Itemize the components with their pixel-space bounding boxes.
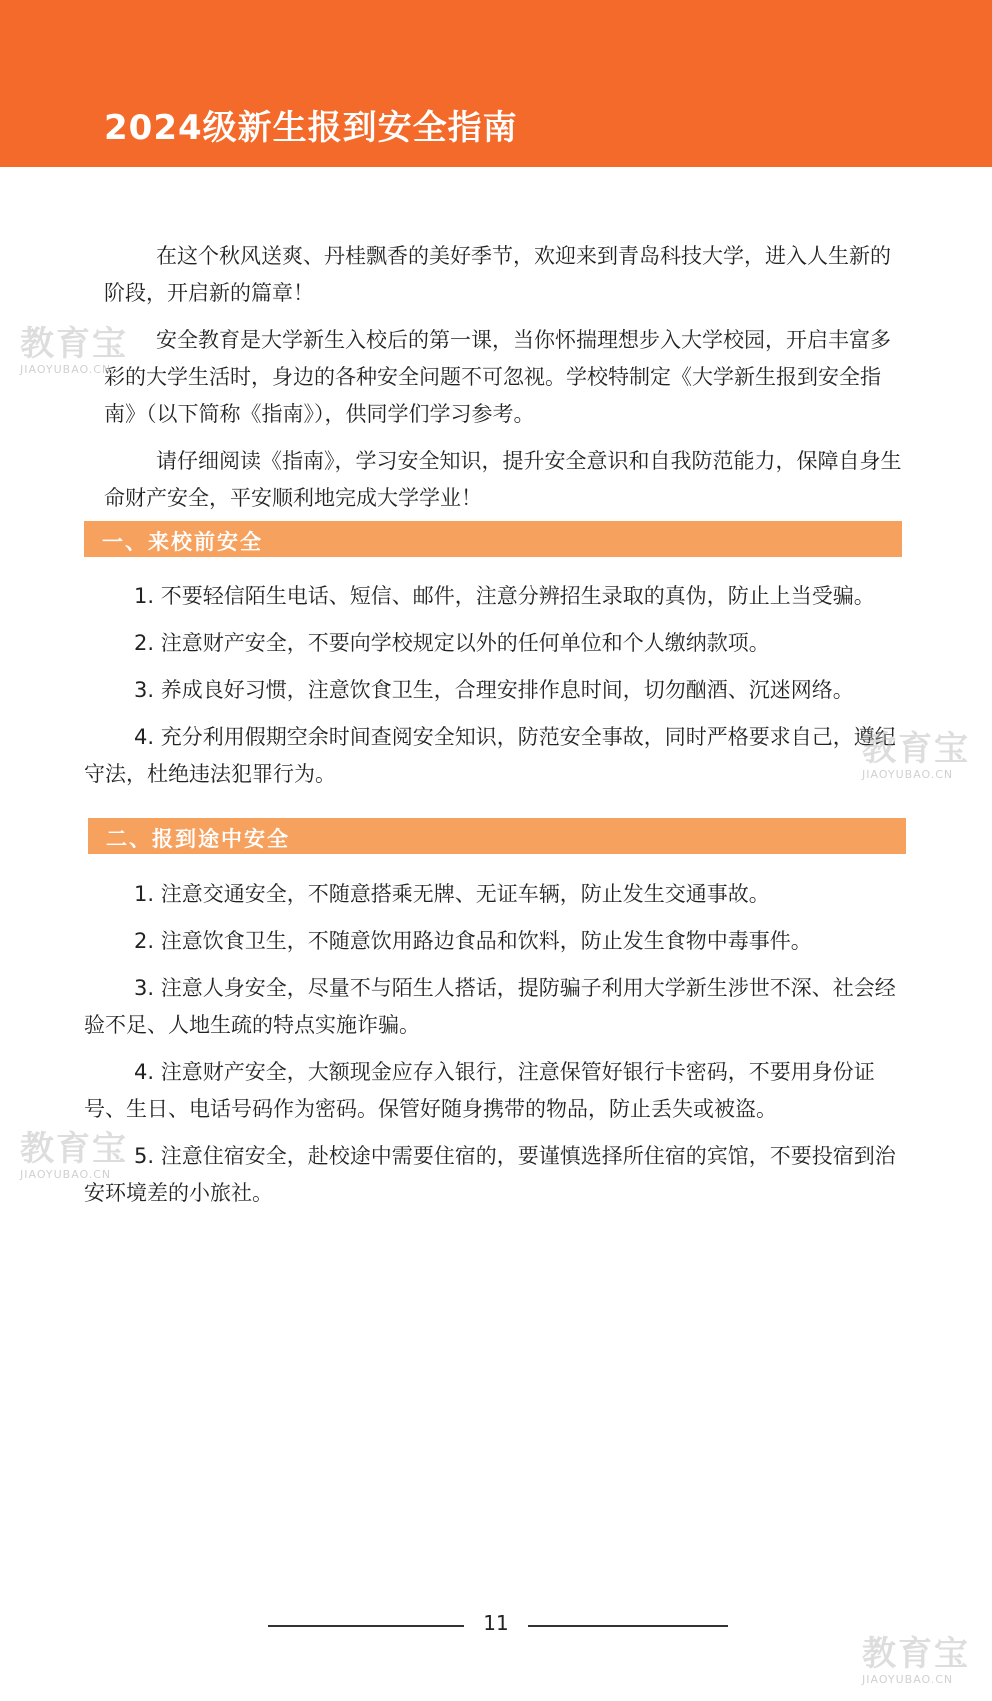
page-title: 2024级新生报到安全指南 [104,108,518,148]
intro-section [104,238,904,527]
watermark-logo [862,1635,972,1691]
section-header-on-the-way [88,818,906,854]
list-item: 3. 注意人身安全，尽量不与陌生人搭话，提防骗子利用大学新生涉世不深、社会经验不足、人地生疏的特点实施诈骗。 [84,976,896,1037]
section-title: 一、来校前安全 [102,530,263,554]
watermark-logo [20,1130,130,1186]
section-items-before-school [84,578,914,803]
list-item: 1. 注意交通安全，不随意搭乘无牌、无证车辆，防止发生交通事故。 [134,882,770,906]
watermark-en: JIAOYUBAO.CN [862,768,954,781]
list-item: 4. 充分利用假期空余时间查阅安全知识，防范安全事故，同时严格要求自己，遵纪守法，杜绝违法犯罪行为。 [84,725,896,786]
watermark-en: JIAOYUBAO.CN [862,1673,954,1686]
list-item: 5. 注意住宿安全，赴校途中需要住宿的，要谨慎选择所住宿的宾馆，不要投宿到治安环境差的小旅社。 [84,1144,896,1205]
watermark-cn: 教育宝 [20,324,128,364]
list-item: 2. 注意饮食卫生，不随意饮用路边食品和饮料，防止发生食物中毒事件。 [134,929,812,953]
watermark-cn: 教育宝 [862,729,970,769]
intro-paragraph: 请仔细阅读《指南》，学习安全知识，提升安全意识和自我防范能力，保障自身生命财产安全，平安顺利地完成大学学业！ [104,449,902,510]
page-number: 11 [483,1611,509,1635]
watermark-en: JIAOYUBAO.CN [20,363,112,376]
list-item: 2. 注意财产安全，不要向学校规定以外的任何单位和个人缴纳款项。 [134,631,770,655]
footer-rule-right [528,1625,728,1627]
intro-paragraph: 在这个秋风送爽、丹桂飘香的美好季节，欢迎来到青岛科技大学，进入人生新的阶段，开启新的篇章！ [104,244,891,305]
section-title: 二、报到途中安全 [106,827,290,851]
section-header-before-school [84,521,902,557]
intro-paragraph: 安全教育是大学新生入校后的第一课，当你怀揣理想步入大学校园，开启丰富多彩的大学生活时，身边的各种安全问题不可忽视。学校特制定《大学新生报到安全指南》（以下简称《指南》），供同学们学习参考。 [104,328,891,426]
footer-rule-left [268,1625,464,1627]
list-item: 4. 注意财产安全，大额现金应存入银行，注意保管好银行卡密码，不要用身份证号、生日、电话号码作为密码。保管好随身携带的物品，防止丢失或被盗。 [84,1060,875,1121]
list-item: 3. 养成良好习惯，注意饮食卫生，合理安排作息时间，切勿酗酒、沉迷网络。 [134,678,854,702]
watermark-cn: 教育宝 [20,1129,128,1169]
watermark-logo [862,730,972,786]
section-items-on-the-way [84,876,914,1222]
watermark-logo [20,325,130,381]
list-item: 1. 不要轻信陌生电话、短信、邮件，注意分辨招生录取的真伪，防止上当受骗。 [134,584,875,608]
watermark-cn: 教育宝 [862,1634,970,1674]
watermark-en: JIAOYUBAO.CN [20,1168,112,1181]
